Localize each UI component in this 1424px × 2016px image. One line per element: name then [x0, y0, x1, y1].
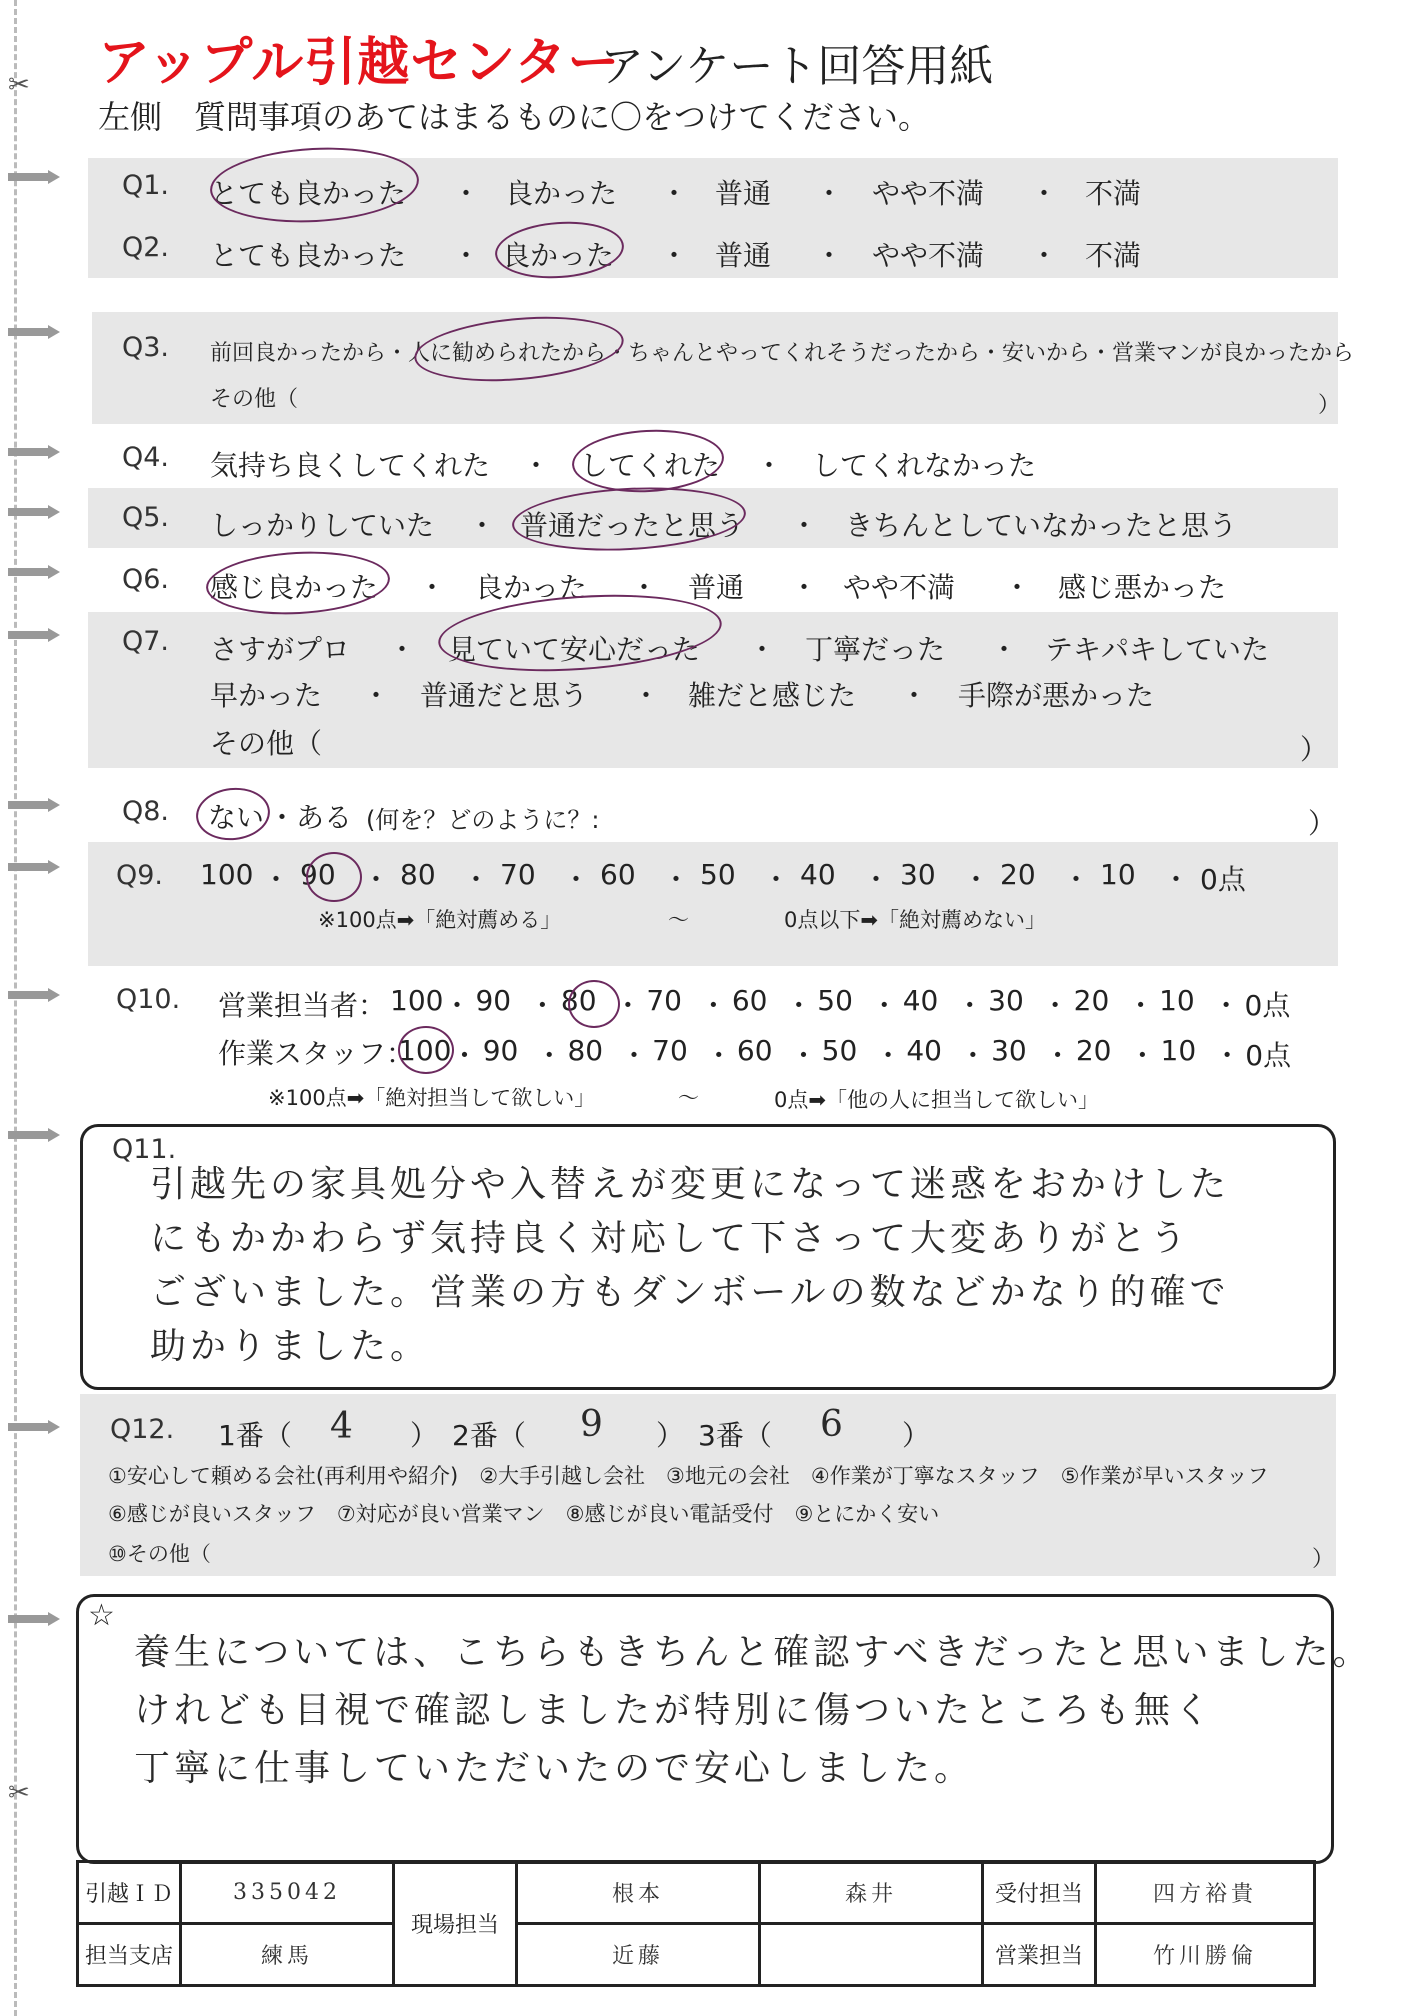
q9-score-9[interactable]: 10	[1100, 858, 1136, 891]
q6-option-5[interactable]: 感じ悪かった	[1058, 571, 1227, 604]
arrow-icon	[8, 628, 60, 642]
q10-sales-score-6[interactable]: 40	[902, 984, 939, 1017]
arrow-icon	[8, 798, 60, 812]
q10-sales-separator: ・	[442, 989, 471, 1022]
q2-option-5[interactable]: 不満	[1085, 239, 1142, 272]
arrow-icon	[8, 505, 60, 519]
q9-score-8[interactable]: 20	[1000, 858, 1036, 891]
q4-option-1[interactable]: 気持ち良くしてくれた	[210, 449, 491, 482]
q10-number: Q10.	[116, 984, 181, 1015]
q10-staff-score-4[interactable]: 60	[736, 1034, 773, 1067]
site-staff-3[interactable]: 近藤	[517, 1924, 760, 1986]
site-staff-1[interactable]: 根本	[517, 1862, 760, 1924]
q7-option-5[interactable]: 早かった	[210, 679, 323, 712]
arrow-icon	[8, 325, 60, 339]
arrow-icon	[8, 1612, 60, 1626]
q10-staff-score-7[interactable]: 30	[991, 1034, 1027, 1067]
q1-option-3[interactable]: 普通	[715, 177, 772, 210]
q11-line-1: 引越先の家具処分や入替えが変更になって迷惑をおかけした	[150, 1164, 1231, 1205]
q9-separator: ・	[1162, 863, 1191, 896]
q9-separator: ・	[762, 863, 791, 896]
q10-sales-scale	[390, 984, 1330, 1024]
cut-line	[14, 0, 17, 2016]
q10-sales-score-0[interactable]: 100	[390, 984, 444, 1017]
q10-staff-score-6[interactable]: 40	[906, 1034, 942, 1067]
q12-number: Q12.	[110, 1414, 175, 1445]
arrow-icon	[8, 860, 60, 874]
q7-option-2[interactable]: 見ていて安心だった	[448, 633, 701, 666]
arrow-icon	[8, 445, 60, 459]
q10-sales-score-7[interactable]: 30	[988, 984, 1024, 1017]
q10-staff-separator: ・	[535, 1039, 564, 1072]
q10-staff-scale	[398, 1034, 1330, 1074]
q10-staff-score-9[interactable]: 10	[1160, 1034, 1197, 1067]
q10-sales-separator: ・	[955, 989, 984, 1022]
q9-separator: ・	[562, 863, 591, 896]
q9-score-10[interactable]: 0点	[1200, 863, 1246, 896]
q10-staff-label: 作業スタッフ：	[218, 1037, 415, 1070]
q10-staff-separator: ・	[450, 1039, 479, 1072]
q11-line-2: にもかかわらず気持良く対応して下さって大変ありがとう	[150, 1218, 1191, 1259]
q2-option-2[interactable]: 良かった	[502, 239, 615, 272]
page-title: アンケート回答用紙	[600, 41, 994, 92]
q8-prompt: (何を？どのように？:	[366, 806, 600, 834]
q9-note-left: ※100点➡「絶対薦める」	[318, 908, 562, 932]
q10-staff-score-0[interactable]: 100	[398, 1034, 452, 1067]
q9-separator: ・	[362, 863, 391, 896]
q4-option-3[interactable]: してくれなかった	[812, 449, 1037, 482]
q9-score-scale	[200, 858, 1300, 898]
q10-note-left: ※100点➡「絶対担当して欲しい」	[268, 1086, 596, 1110]
q2-number: Q2.	[122, 232, 170, 263]
arrow-icon	[8, 988, 60, 1002]
q10-sales-score-5[interactable]: 50	[817, 984, 853, 1017]
q12-rank-3[interactable]: 6	[820, 1404, 847, 1445]
q11-line-4: 助かりました。	[150, 1326, 431, 1367]
q9-separator: ・	[862, 863, 891, 896]
q10-sales-score-9[interactable]: 10	[1159, 984, 1195, 1017]
q10-staff-separator: ・	[1128, 1039, 1157, 1072]
q10-staff-separator: ・	[874, 1039, 903, 1072]
q9-score-4[interactable]: 60	[600, 858, 636, 891]
q10-staff-separator: ・	[958, 1039, 987, 1072]
q3-options-line[interactable]: 前回良かったから・人に勧められたから・ちゃんとやってくれそうだったから・安いから・営業マンが良かったから	[210, 341, 1355, 366]
q10-sales-separator: ・	[528, 989, 557, 1022]
q2-option-4[interactable]: やや不満	[872, 239, 985, 272]
q9-separator: ・	[962, 863, 991, 896]
q6-option-3[interactable]: 普通	[688, 571, 745, 604]
q9-score-6[interactable]: 40	[800, 858, 836, 891]
q10-staff-score-1[interactable]: 90	[482, 1034, 519, 1067]
q12-choices-1: ①安心して頼める会社(再利用や紹介) ②大手引越し会社 ③地元の会社 ④作業が丁寧なスタッフ ⑤作業が早いスタッフ	[108, 1464, 1269, 1488]
q3-number: Q3.	[122, 332, 170, 363]
arrow-icon	[8, 565, 60, 579]
q10-sales-separator: ・	[870, 989, 899, 1022]
q7-other-label: その他（	[210, 727, 323, 760]
q9-score-0[interactable]: 100	[200, 858, 254, 891]
q10-sales-score-2[interactable]: 80	[560, 984, 597, 1017]
sales-staff[interactable]: 竹川勝倫	[1096, 1924, 1315, 1986]
q10-sales-separator: ・	[784, 989, 813, 1022]
q5-number: Q5.	[122, 502, 170, 533]
q10-sales-separator: ・	[1041, 989, 1070, 1022]
q10-sales-score-8[interactable]: 20	[1073, 984, 1110, 1017]
q10-sales-separator: ・	[699, 989, 728, 1022]
staff-table	[76, 1860, 1316, 1987]
q1-option-5[interactable]: 不満	[1085, 177, 1142, 210]
q10-sales-score-10[interactable]: 0点	[1244, 989, 1291, 1022]
q6-number: Q6.	[122, 564, 170, 595]
q7-option-3[interactable]: 丁寧だった	[805, 633, 946, 666]
q10-sales-score-4[interactable]: 60	[731, 984, 768, 1017]
instruction-text: 左側 質問事項のあてはまるものに〇をつけてください。	[98, 98, 931, 136]
reception-staff[interactable]: 四方裕貴	[1096, 1862, 1315, 1924]
q11-number: Q11.	[112, 1134, 177, 1165]
q8-option-none[interactable]: ない	[208, 801, 265, 834]
site-staff-2[interactable]: 森井	[760, 1862, 983, 1924]
reception-label: 受付担当	[983, 1862, 1096, 1924]
move-id-label: 引越ＩＤ	[78, 1862, 181, 1924]
q10-sales-separator: ・	[1212, 989, 1241, 1022]
site-staff-4[interactable]	[760, 1924, 983, 1986]
q1-option-4[interactable]: やや不満	[872, 177, 985, 210]
q12-rank-2[interactable]: 9	[580, 1404, 607, 1445]
q2-option-1[interactable]: とても良かった	[210, 239, 407, 272]
q9-score-2[interactable]: 80	[400, 858, 436, 891]
q5-option-2[interactable]: 普通だったと思う	[520, 509, 745, 542]
q7-option-1[interactable]: さすがプロ	[210, 633, 351, 666]
q10-note-right: 0点➡「他の人に担当して欲しい」	[774, 1088, 1099, 1112]
scissors-icon: ✂	[8, 70, 30, 100]
q1-option-1[interactable]: とても良かった	[210, 177, 407, 210]
q1-option-2[interactable]: 良かった	[505, 177, 618, 210]
q8-option-some[interactable]: ・ある	[268, 801, 353, 834]
arrow-icon	[8, 1420, 60, 1434]
q10-sales-score-1[interactable]: 90	[475, 984, 512, 1017]
q10-sales-separator: ・	[1126, 989, 1155, 1022]
comment-line-2: けれども目視で確認しましたが特別に傷ついたところも無く	[134, 1690, 1215, 1731]
brand-logo: アップル引越センター	[98, 33, 621, 93]
move-id-value[interactable]: 335042	[181, 1862, 394, 1924]
q6-option-2[interactable]: 良かった	[475, 571, 588, 604]
sales-label: 営業担当	[983, 1924, 1096, 1986]
q10-staff-separator: ・	[789, 1039, 818, 1072]
q1-number: Q1.	[122, 170, 170, 201]
q9-number: Q9.	[116, 860, 164, 891]
q10-sales-score-3[interactable]: 70	[646, 984, 682, 1017]
q9-score-3[interactable]: 70	[500, 858, 536, 891]
star-icon: ☆	[88, 1598, 115, 1633]
arrow-icon	[8, 170, 60, 184]
comment-line-3: 丁寧に仕事していただいたので安心しました。	[134, 1748, 975, 1789]
q11-line-3: ございました。営業の方もダンボールの数などかなり的確で	[150, 1272, 1230, 1313]
q8-number: Q8.	[122, 796, 170, 827]
q10-staff-score-10[interactable]: 0点	[1245, 1039, 1292, 1072]
q4-number: Q4.	[122, 442, 170, 473]
branch-value[interactable]: 練馬	[181, 1924, 394, 1986]
q7-option-4[interactable]: テキパキしていた	[1045, 633, 1270, 666]
q4-option-2[interactable]: してくれた	[580, 449, 721, 482]
q9-score-5[interactable]: 50	[700, 858, 736, 891]
q9-score-1[interactable]: 90	[300, 858, 336, 891]
q10-staff-separator: ・	[1043, 1039, 1072, 1072]
q12-rank-1[interactable]: 4	[330, 1406, 357, 1447]
q10-staff-score-2[interactable]: 80	[567, 1034, 604, 1067]
q2-option-3[interactable]: 普通	[715, 239, 772, 272]
q7-option-6[interactable]: 普通だと思う	[420, 679, 589, 712]
branch-label: 担当支店	[78, 1924, 181, 1986]
q6-option-1[interactable]: 感じ良かった	[210, 571, 379, 604]
q10-staff-score-3[interactable]: 70	[652, 1034, 688, 1067]
scissors-icon: ✂	[8, 1778, 30, 1808]
q10-staff-separator: ・	[704, 1039, 733, 1072]
q3-other-label: その他（	[210, 387, 299, 412]
q10-sales-separator: ・	[613, 989, 642, 1022]
q10-staff-separator: ・	[1213, 1039, 1242, 1072]
q9-separator: ・	[662, 863, 691, 896]
q6-option-4[interactable]: やや不満	[843, 571, 956, 604]
q9-score-7[interactable]: 30	[900, 858, 936, 891]
q7-number: Q7.	[122, 626, 170, 657]
q7-option-7[interactable]: 雑だと感じた	[688, 679, 857, 712]
site-staff-label: 現場担当	[394, 1862, 517, 1986]
q5-option-1[interactable]: しっかりしていた	[210, 509, 435, 542]
q10-staff-separator: ・	[619, 1039, 648, 1072]
q9-separator: ・	[1062, 863, 1091, 896]
q12-other-label: ⑩その他（	[108, 1542, 211, 1566]
q10-staff-score-8[interactable]: 20	[1075, 1034, 1112, 1067]
arrow-icon	[8, 1128, 60, 1142]
q10-sales-label: 営業担当者：	[218, 989, 387, 1022]
q12-choices-2: ⑥感じが良いスタッフ ⑦対応が良い営業マン ⑧感じが良い電話受付 ⑨とにかく安い	[108, 1502, 940, 1526]
q10-staff-score-5[interactable]: 50	[821, 1034, 858, 1067]
q5-option-3[interactable]: きちんとしていなかったと思う	[845, 509, 1238, 542]
q7-option-8[interactable]: 手際が悪かった	[958, 679, 1155, 712]
q9-separator: ・	[462, 863, 491, 896]
q9-note-right: 0点以下➡「絶対薦めない」	[784, 908, 1046, 932]
q9-separator: ・	[262, 863, 291, 896]
comment-line-1: 養生については、こちらもきちんと確認すべきだったと思いました。	[134, 1632, 1373, 1673]
